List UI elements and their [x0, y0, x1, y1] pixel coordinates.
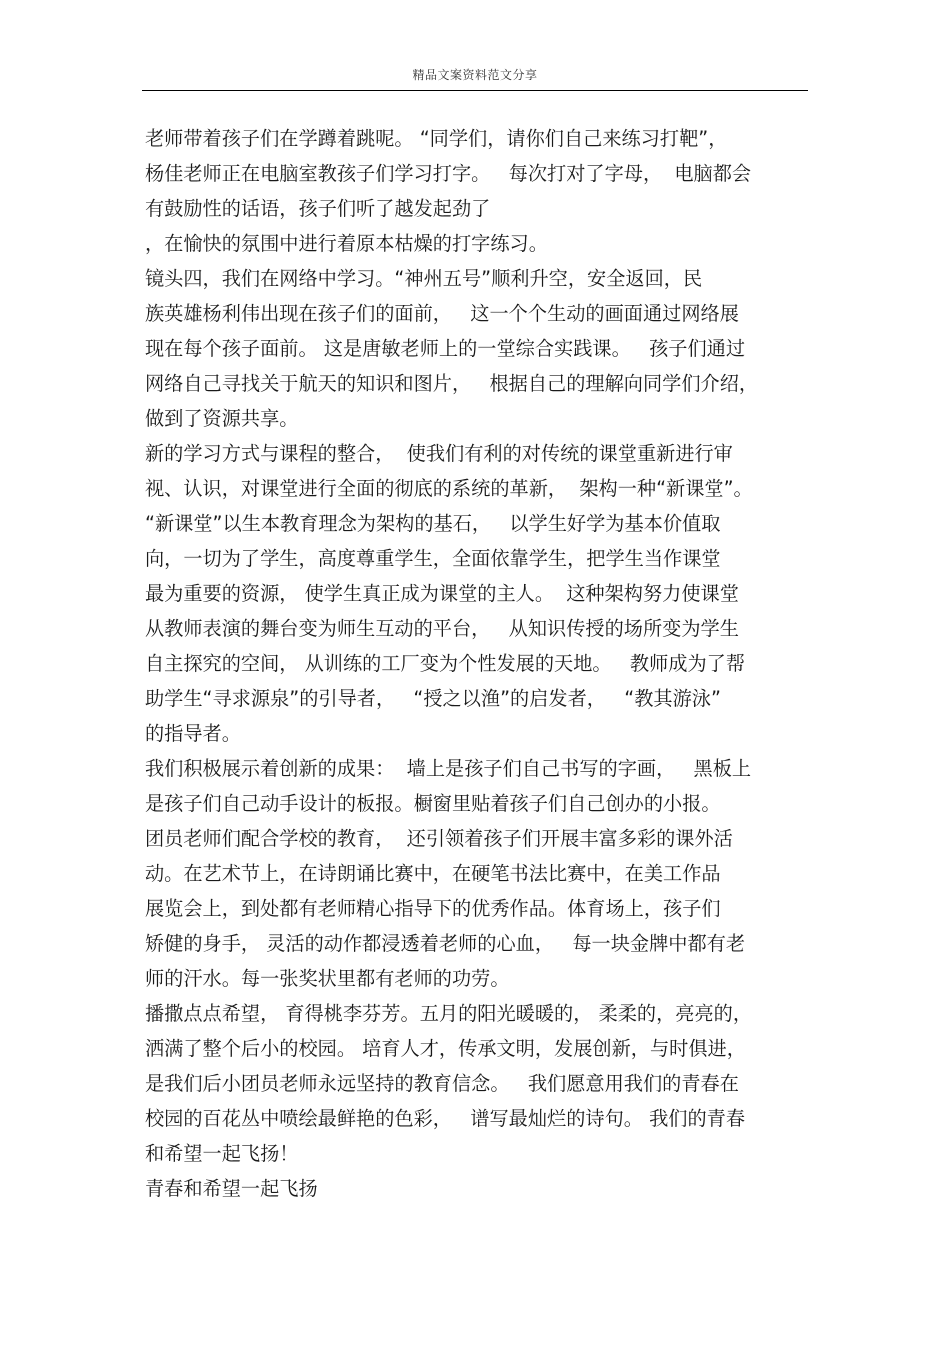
text-line: 展览会上，到处都有老师精心指导下的优秀作品。体育场上，孩子们: [145, 897, 721, 920]
text-line: 视、认识，对课堂进行全面的彻底的系统的革新， 架构一种“新课堂”。: [145, 477, 753, 500]
text-line: 自主探究的空间， 从训练的工厂变为个性发展的天地。 教师成为了帮: [145, 652, 746, 675]
text-line: 向，一切为了学生，高度尊重学生，全面依靠学生，把学生当作课堂: [145, 547, 721, 570]
text-line: 从教师表演的舞台变为师生互动的平台， 从知识传授的场所变为学生: [145, 617, 739, 640]
text-line: 老师带着孩子们在学蹲着跳呢。 “同学们，请你们自己来练习打靶”，: [145, 127, 728, 150]
text-line: 有鼓励性的话语，孩子们听了越发起劲了: [145, 197, 491, 220]
text-line: 师的汗水。每一张奖状里都有老师的功劳。: [145, 967, 510, 990]
document-body: [145, 121, 825, 1206]
text-line: 团员老师们配合学校的教育， 还引领着孩子们开展丰富多彩的课外活: [145, 827, 733, 850]
text-line: 最为重要的资源， 使学生真正成为课堂的主人。 这种架构努力使课堂: [145, 582, 739, 605]
text-line: 矫健的身手， 灵活的动作都浸透着老师的心血， 每一块金牌中都有老: [145, 932, 746, 955]
text-line: 杨佳老师正在电脑室教孩子们学习打字。 每次打对了字母， 电脑都会: [145, 162, 752, 185]
text-line: 我们积极展示着创新的成果： 墙上是孩子们自己书写的字画， 黑板上: [145, 757, 752, 780]
text-line: 是孩子们自己动手设计的板报。橱窗里贴着孩子们自己创办的小报。: [145, 792, 721, 815]
text-line: 镜头四，我们在网络中学习。“神州五号”顺利升空，安全返回，民: [145, 267, 703, 290]
text-line: 动。在艺术节上，在诗朗诵比赛中，在硬笔书法比赛中，在美工作品: [145, 862, 721, 885]
page-header: 精品文案资料范文分享: [412, 68, 538, 82]
text-line: 做到了资源共享。: [145, 407, 299, 430]
header-divider: [142, 90, 808, 91]
text-line: 洒满了整个后小的校园。 培育人才，传承文明，发展创新，与时俱进，: [145, 1037, 746, 1060]
text-line: 族英雄杨利伟出现在孩子们的面前， 这一个个生动的画面通过网络展: [145, 302, 739, 325]
text-line: 网络自己寻找关于航天的知识和图片， 根据自己的理解向同学们介绍，: [145, 372, 759, 395]
text-line: 现在每个孩子面前。 这是唐敏老师上的一堂综合实践课。 孩子们通过: [145, 337, 746, 360]
text-line: 新的学习方式与课程的整合， 使我们有利的对传统的课堂重新进行审: [145, 442, 733, 465]
text-line: “新课堂”以生本教育理念为架构的基石， 以学生好学为基本价值取: [145, 512, 721, 535]
text-line: 和希望一起飞扬！: [145, 1142, 299, 1165]
text-line: 是我们后小团员老师永远坚持的教育信念。 我们愿意用我们的青春在: [145, 1072, 739, 1095]
text-line: 播撒点点希望， 育得桃李芬芳。五月的阳光暖暖的， 柔柔的，亮亮的，: [145, 1002, 753, 1025]
text-line: ，在愉快的氛围中进行着原本枯燥的打字练习。: [145, 232, 548, 255]
text-line: 青春和希望一起飞扬: [145, 1177, 318, 1200]
text-line: 助学生“寻求源泉”的引导者， “授之以渔”的启发者， “教其游泳”: [145, 687, 721, 710]
text-line: 校园的百花丛中喷绘最鲜艳的色彩， 谱写最灿烂的诗句。 我们的青春: [145, 1107, 746, 1130]
text-line: 的指导者。: [145, 722, 241, 745]
